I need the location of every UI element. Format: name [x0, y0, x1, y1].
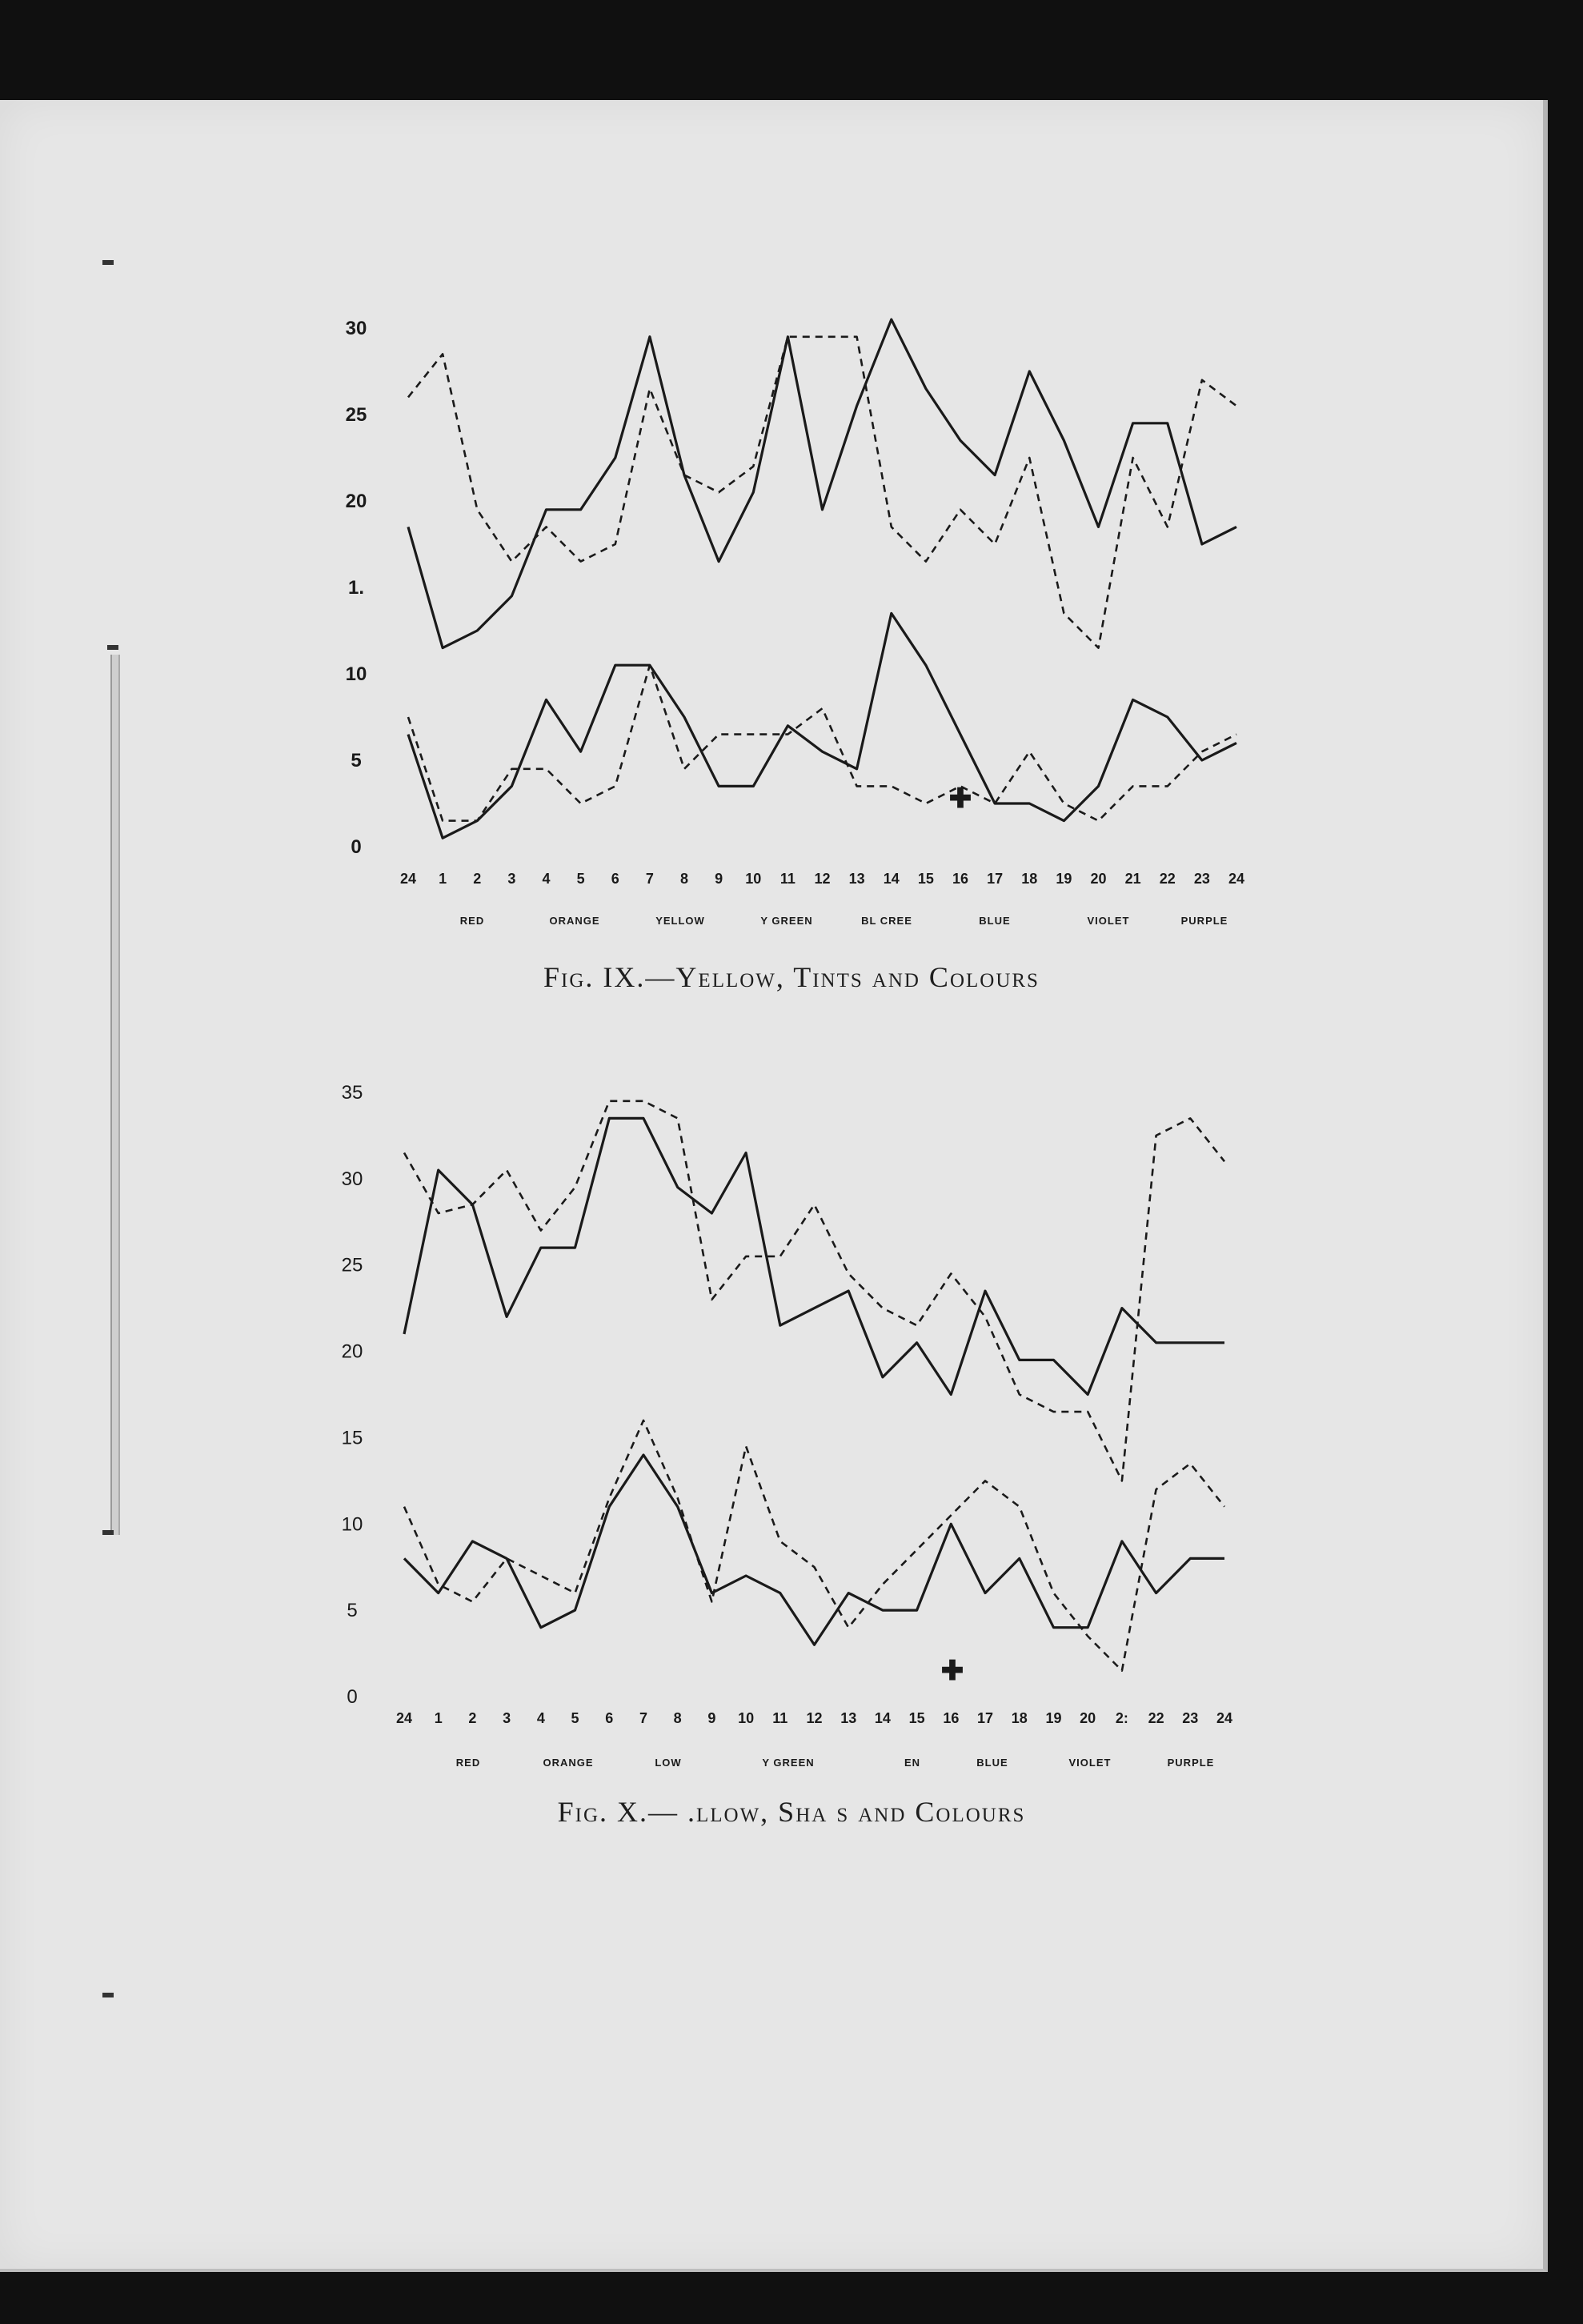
color-group-label: ORANGE [543, 1757, 594, 1769]
color-group-label: BLUE [976, 1757, 1008, 1769]
x-tick-label: 19 [1045, 1710, 1062, 1726]
y-tick-label: 5 [351, 750, 362, 771]
x-tick-label: 18 [1021, 871, 1038, 887]
y-tick-label: 5 [347, 1600, 358, 1622]
x-tick-label: 19 [1056, 871, 1072, 887]
x-tick-label: 1 [439, 871, 447, 887]
y-tick-label: 25 [345, 404, 367, 426]
x-tick-label: 22 [1159, 871, 1176, 887]
color-group-label: PURPLE [1167, 1757, 1215, 1769]
cross-marker: ✚ [940, 1656, 964, 1686]
y-tick-label: 30 [345, 318, 367, 339]
x-tick-label: 2 [468, 1710, 477, 1726]
x-tick-label: 12 [806, 1710, 823, 1726]
x-tick-label: 14 [874, 1710, 891, 1726]
x-tick-label: 3 [507, 871, 516, 887]
y-tick-label: 20 [341, 1340, 363, 1363]
x-tick-label: 20 [1080, 1710, 1096, 1726]
x-tick-label: 3 [503, 1710, 511, 1726]
y-tick-label: 0 [351, 836, 362, 858]
x-tick-label: 7 [645, 871, 654, 887]
x-tick-label: 17 [987, 871, 1004, 887]
x-tick-label: 20 [1090, 871, 1107, 887]
x-tick-label: 9 [707, 1710, 716, 1726]
x-tick-label: 10 [745, 871, 762, 887]
x-tick-label: 6 [611, 871, 619, 887]
color-group-label: YELLOW [655, 915, 705, 927]
caption-fig-ix: Fig. IX.—Yellow, Tints and Colours [543, 961, 1040, 993]
x-tick-label: 14 [883, 871, 900, 887]
color-group-label: VIOLET [1087, 915, 1130, 927]
caption-fig-x: Fig. X.— .llow, Sha s and Colours [557, 1796, 1026, 1828]
y-tick-label: 20 [345, 491, 367, 512]
color-group-label: PURPLE [1180, 915, 1228, 927]
x-tick-label: 21 [1124, 871, 1141, 887]
x-tick-label: 24 [1228, 871, 1245, 887]
x-tick-label: 16 [943, 1710, 960, 1726]
y-tick-label: 0 [347, 1686, 358, 1708]
x-tick-label: 23 [1182, 1710, 1199, 1726]
series-line-4 [404, 1420, 1224, 1671]
x-tick-label: 10 [738, 1710, 755, 1726]
x-tick-label: 1 [434, 1710, 443, 1726]
series-line-1 [404, 1118, 1224, 1394]
cross-marker: ✚ [948, 783, 972, 814]
x-tick-label: 5 [576, 871, 585, 887]
x-tick-label: 24 [1216, 1710, 1233, 1726]
x-tick-label: 15 [917, 871, 934, 887]
x-tick-label: 17 [977, 1710, 994, 1726]
y-tick-label: 30 [341, 1168, 363, 1190]
x-tick-label: 24 [395, 1710, 413, 1726]
x-tick-label: 11 [779, 871, 796, 887]
x-tick-label: 15 [908, 1710, 925, 1726]
x-tick-label: 8 [679, 871, 689, 887]
series-line-2 [404, 1101, 1224, 1481]
x-tick-label: 2: [1115, 1710, 1128, 1726]
color-group-label: BLUE [979, 915, 1011, 927]
y-tick-label: 10 [341, 1513, 363, 1536]
x-tick-label: 11 [772, 1710, 788, 1726]
y-tick-label: 1. [347, 577, 365, 599]
color-group-label: BL CREE [861, 915, 912, 927]
x-tick-label: 22 [1148, 1710, 1164, 1726]
color-group-label: ORANGE [549, 915, 600, 927]
x-tick-label: 18 [1011, 1710, 1028, 1726]
color-group-label: Y GREEN [762, 1757, 815, 1769]
x-tick-label: 7 [639, 1710, 647, 1726]
color-group-label: LOW [655, 1757, 682, 1769]
x-tick-label: 13 [840, 1710, 857, 1726]
x-tick-label: 4 [542, 871, 551, 887]
x-tick-label: 16 [952, 871, 969, 887]
x-tick-label: 13 [848, 871, 865, 887]
series-line-3 [404, 1455, 1224, 1645]
y-tick-label: 25 [341, 1254, 363, 1276]
color-group-label: RED [459, 915, 485, 927]
color-group-label: RED [455, 1757, 481, 1769]
y-tick-label: 35 [341, 1082, 363, 1104]
x-tick-label: 9 [715, 871, 723, 887]
x-tick-label: 24 [399, 871, 417, 887]
x-tick-label: 5 [571, 1710, 579, 1726]
color-group-label: Y GREEN [760, 915, 813, 927]
color-group-label: EN [904, 1757, 921, 1769]
x-tick-label: 23 [1193, 871, 1210, 887]
x-tick-label: 12 [814, 871, 831, 887]
x-tick-label: 2 [473, 871, 482, 887]
x-tick-label: 6 [605, 1710, 614, 1726]
y-tick-label: 10 [345, 663, 367, 685]
x-tick-label: 4 [536, 1710, 545, 1726]
color-group-label: VIOLET [1068, 1757, 1112, 1769]
x-tick-label: 8 [673, 1710, 682, 1726]
y-tick-label: 15 [341, 1427, 363, 1449]
